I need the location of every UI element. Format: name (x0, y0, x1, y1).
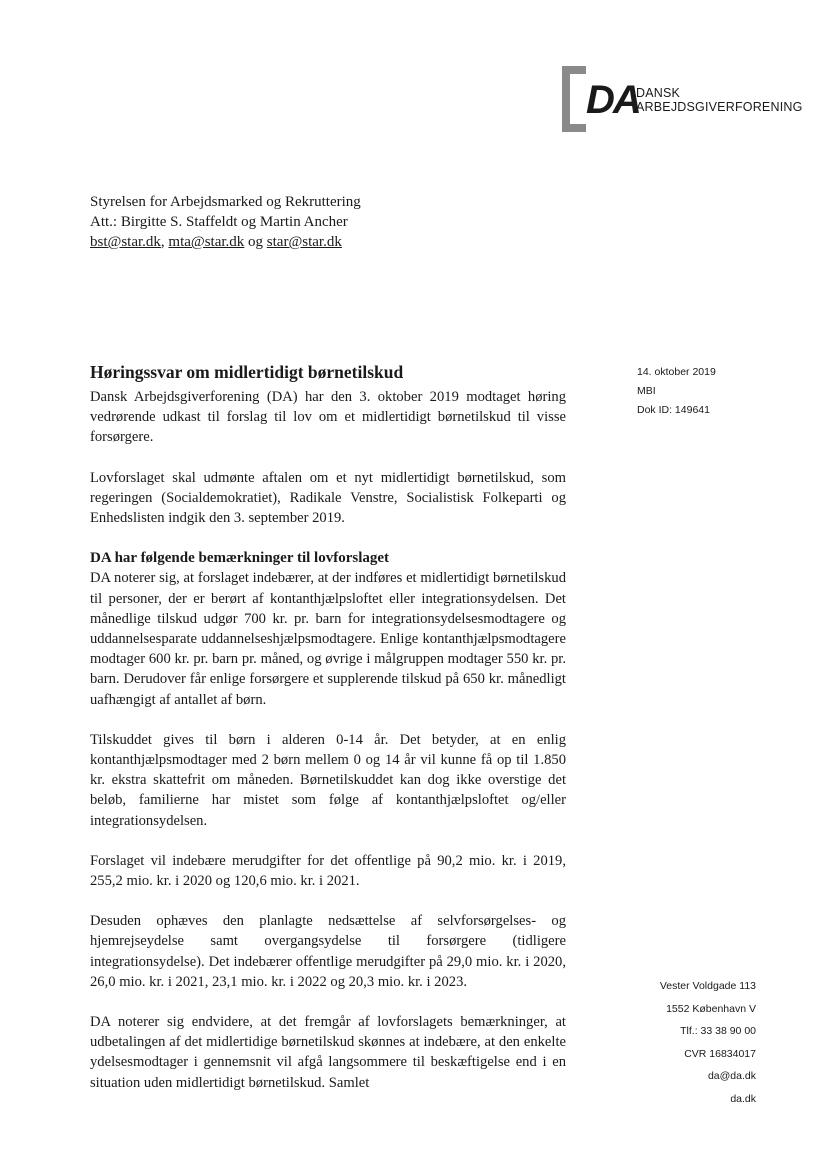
document-id: Dok ID: 149641 (637, 404, 710, 416)
address-street: Vester Voldgade 113 (659, 980, 756, 992)
paragraph-7: DA noterer sig endvidere, at det fremgår af lovforslagets bemærkninger, at udbetalingen af det midlertidige børnetilskud skønnes at indebære, at den enkelte ydelsesmodtager i gennemsnit vil afgå langsommere til beskæftigelse end i en situation uden midlertidigt børnetilskud. Samlet (90, 1014, 566, 1091)
recipient-attention: Att.: Birgitte S. Staffeldt og Martin Ancher (90, 214, 348, 230)
email-separator-1: , (160, 234, 169, 250)
document-meta (637, 363, 716, 420)
logo-line-1: DANSK (636, 86, 681, 100)
email-link-mta[interactable]: mta@star.dk (168, 234, 245, 250)
section-heading: DA har følgende bemærkninger til lovforslaget (90, 550, 390, 567)
address-website[interactable]: da.dk (730, 1092, 756, 1105)
email-link-star[interactable]: star@star.dk (266, 234, 342, 250)
paragraph-1: Dansk Arbejdsgiverforening (DA) har den 3. oktober 2019 modtaget høring vedrørende udkast til forslag til lov om et midlertidigt børnetilskud til visse forsørgere. (90, 389, 566, 446)
paragraph-5: Forslaget vil indebære merudgifter for det offentlige på 90,2 mio. kr. i 2019, 255,2 mio. kr. i 2020 og 120,6 mio. kr. i 2021. (90, 852, 566, 890)
da-logo (562, 66, 803, 136)
paragraph-2: Lovforslaget skal udmønte aftalen om et nyt midlertidigt børnetilskud, som regeringen (Socialdemokratiet), Radikale Venstre, Socialistisk Folkeparti og Enhedslisten indgik den 3. september 2019. (90, 469, 566, 527)
logo-wordmark (636, 86, 803, 114)
document-initials: MBI (637, 385, 656, 397)
document-body (90, 387, 566, 1113)
paragraph-4: Tilskuddet gives til børn i alderen 0-14 år. Det betyder, at en enlig kontanthjælpsmodtager med 2 børn mellem 0 og 14 år vil kunne få op til 1.850 kr. ekstra skattefrit om måneden. Børnetilskuddet kan dog ikke overstige det beløb, familierne har mistet som følge af kontanthjælpsloftet og/eller integrationsydelsen. (90, 731, 566, 829)
recipient-emails (90, 232, 361, 252)
logo-bracket (562, 66, 586, 132)
logo-line-2: ARBEJDSGIVERFORENING (636, 100, 803, 114)
address-phone: Tlf.: 33 38 90 00 (680, 1025, 756, 1038)
logo-monogram: DA (586, 78, 640, 122)
recipient-block (90, 192, 361, 252)
address-cvr: CVR 16834017 (684, 1047, 756, 1060)
email-link-bst[interactable]: bst@star.dk (90, 234, 161, 250)
paragraph-6: Desuden ophæves den planlagte nedsættelse af selvforsørgelses- og hjemrejseydelse samt overgangsydelse til forsørgere (tidligere integrationsydelse). Det indebærer offentlige merudgifter på 29,0 mio. kr. i 2020, 26,0 mio. kr. i 2021, 23,1 mio. kr. i 2022 og 20,3 mio. kr. i 2023. (90, 913, 566, 990)
recipient-organization: Styrelsen for Arbejdsmarked og Rekruttering (90, 194, 361, 210)
document-title: Høringssvar om midlertidigt børnetilskud (90, 362, 404, 382)
address-email[interactable]: da@da.dk (707, 1070, 756, 1083)
email-separator-2: og (244, 234, 267, 250)
address-city: 1552 København V (666, 1002, 756, 1015)
document-date: 14. oktober 2019 (637, 366, 716, 378)
paragraph-3: DA noterer sig, at forslaget indebærer, at der indføres et midlertidigt børnetilskud til personer, der er berørt af kontanthjælpsloftet eller integrationsydelsen. Det månedlige tilskud udgør 700 kr. pr. barn for integrationsydelsesmodtagere og uddannelsesparate uddannelseshjælpsmodtagere. Enlige kontanthjælpsmodtagere modtager 600 kr. pr. barn pr. måned, og øvrige i målgruppen modtager 550 kr. pr. barn. Derudover får enlige forsørgere et supplerende tilskud på 650 kr. månedligt uafhængigt af antallet af børn. (90, 570, 566, 708)
sender-address (660, 975, 756, 1111)
